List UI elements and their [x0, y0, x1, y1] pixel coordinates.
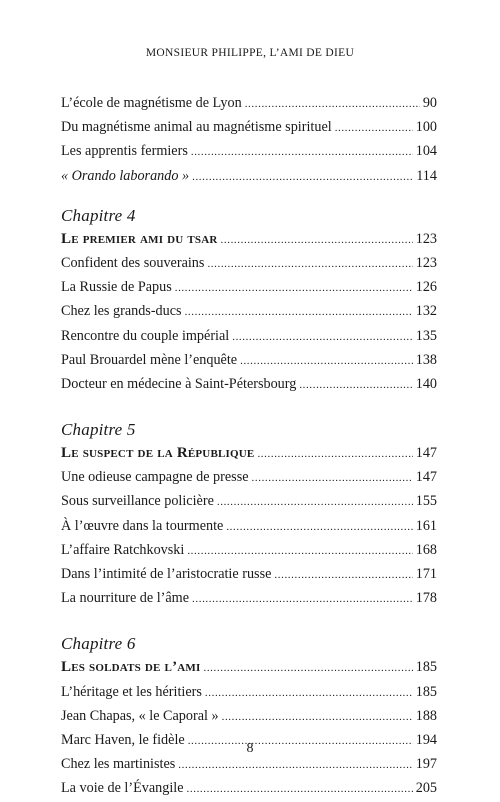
toc-entry-title: La nourriture de l’âme — [61, 590, 190, 607]
toc-entry — [61, 372, 437, 396]
chapter-page: 123 — [415, 230, 437, 247]
dot-leader — [252, 466, 413, 490]
dot-leader — [245, 92, 420, 116]
toc-entry-page: 126 — [415, 279, 437, 296]
toc-entry-title: Docteur en médecine à Saint-Pétersbourg — [61, 375, 297, 392]
dot-leader — [192, 587, 413, 611]
chapter-label: Chapitre 4 — [61, 205, 136, 225]
table-of-contents — [61, 91, 437, 801]
toc-entry-page: 178 — [415, 590, 437, 607]
chapter-title: Le suspect de la République — [61, 445, 255, 462]
dot-leader — [187, 539, 412, 563]
toc-entry — [61, 348, 437, 372]
chapter-title: Le premier ami du tsar — [61, 230, 218, 247]
toc-entry-page: 132 — [415, 303, 437, 320]
toc-entry-title: Sous surveillance policière — [61, 493, 214, 510]
dot-leader — [205, 681, 413, 705]
toc-entry-title: L’héritage et les héritiers — [61, 683, 202, 700]
toc-entry — [61, 275, 437, 299]
chapter-heading-entry — [61, 655, 437, 679]
toc-entry — [61, 562, 437, 586]
toc-entry-title: Une odieuse campagne de presse — [61, 469, 249, 486]
dot-leader — [191, 140, 413, 164]
chapter-label: Chapitre 6 — [61, 634, 136, 654]
toc-entry — [61, 680, 437, 704]
chapter-label: Chapitre 5 — [61, 420, 136, 440]
toc-entry-title: Du magnétisme animal au magnétisme spirituel — [61, 119, 332, 136]
toc-entry — [61, 251, 437, 275]
dot-leader — [217, 490, 413, 514]
dot-leader — [274, 563, 412, 587]
running-head: MONSIEUR PHILIPPE, L’AMI DE DIEU — [145, 47, 355, 59]
toc-entry-title: L’affaire Ratchkovski — [61, 541, 185, 558]
toc-entry — [61, 115, 437, 139]
dot-leader — [299, 373, 412, 397]
chapter-4-section — [61, 205, 437, 396]
toc-entry-title: « Orando laborando » — [61, 167, 190, 184]
toc-entry-page: 140 — [415, 375, 437, 392]
toc-entry-page: 147 — [415, 469, 437, 486]
toc-entry-page: 205 — [415, 780, 437, 797]
chapter-page: 147 — [415, 445, 437, 462]
toc-entry-page: 197 — [415, 756, 437, 773]
toc-entry-page: 100 — [415, 119, 437, 136]
dot-leader — [175, 276, 413, 300]
toc-entry-page: 168 — [415, 541, 437, 558]
dot-leader — [257, 442, 412, 466]
chapter-5-section — [61, 419, 437, 610]
toc-entry-page: 188 — [415, 707, 437, 724]
dot-leader — [335, 116, 413, 140]
toc-entry-page: 185 — [415, 683, 437, 700]
dot-leader — [207, 252, 412, 276]
toc-entry — [61, 776, 437, 800]
toc-entry-title: À l’œuvre dans la tourmente — [61, 517, 224, 534]
dot-leader — [203, 656, 412, 680]
chapter-page: 185 — [415, 659, 437, 676]
toc-entry — [61, 465, 437, 489]
toc-entry-page: 171 — [415, 566, 437, 582]
toc-entry-page: 155 — [415, 493, 437, 510]
toc-entry-page: 104 — [415, 143, 437, 160]
toc-entry — [61, 324, 437, 348]
toc-entry-page: 138 — [415, 351, 437, 368]
toc-entry-title: Dans l’intimité de l’aristocratie russe — [61, 566, 272, 582]
toc-entry-title: La voie de l’Évangile — [61, 780, 184, 797]
toc-entry — [61, 139, 437, 163]
page-number: 8 — [246, 741, 254, 756]
toc-entry — [61, 538, 437, 562]
chapter-6-section — [61, 633, 437, 800]
toc-entry — [61, 586, 437, 610]
dot-leader — [232, 325, 412, 349]
dot-leader — [187, 777, 413, 801]
toc-entry-title: Jean Chapas, « le Caporal » — [61, 707, 219, 724]
toc-entry-title: Les apprentis fermiers — [61, 143, 188, 160]
toc-entry-page: 114 — [416, 167, 437, 184]
dot-leader — [240, 349, 413, 373]
toc-entry-title: Paul Brouardel mène l’enquête — [61, 351, 238, 368]
toc-entry-page: 90 — [422, 95, 437, 111]
toc-entry-title: La Russie de Papus — [61, 279, 172, 296]
toc-entry — [61, 514, 437, 538]
toc-entry-title: L’école de magnétisme de Lyon — [61, 95, 242, 111]
toc-entry-title: Chez les grands-ducs — [61, 303, 182, 320]
chapter-heading-entry — [61, 227, 437, 251]
toc-entry-page: 194 — [415, 731, 437, 748]
dot-leader — [222, 705, 413, 729]
chapter-title: Les soldats de l’ami — [61, 659, 201, 676]
chapter-heading-entry — [61, 441, 437, 465]
toc-entry-title: Marc Haven, le fidèle — [61, 731, 185, 748]
toc-entry — [61, 164, 437, 188]
toc-entry — [61, 704, 437, 728]
dot-leader — [226, 515, 412, 539]
toc-entry — [61, 299, 437, 323]
toc-entry-page: 123 — [415, 254, 437, 271]
toc-entry-page: 161 — [415, 517, 437, 534]
toc-entry — [61, 489, 437, 513]
toc-entry-title: Confident des souverains — [61, 254, 205, 271]
toc-entry-title: Chez les martinistes — [61, 756, 176, 773]
toc-entry — [61, 91, 437, 115]
toc-entry-title: Rencontre du couple impérial — [61, 327, 230, 344]
toc-entry-page: 135 — [415, 327, 437, 344]
dot-leader — [185, 300, 413, 324]
dot-leader — [192, 165, 413, 189]
dot-leader — [221, 228, 413, 252]
